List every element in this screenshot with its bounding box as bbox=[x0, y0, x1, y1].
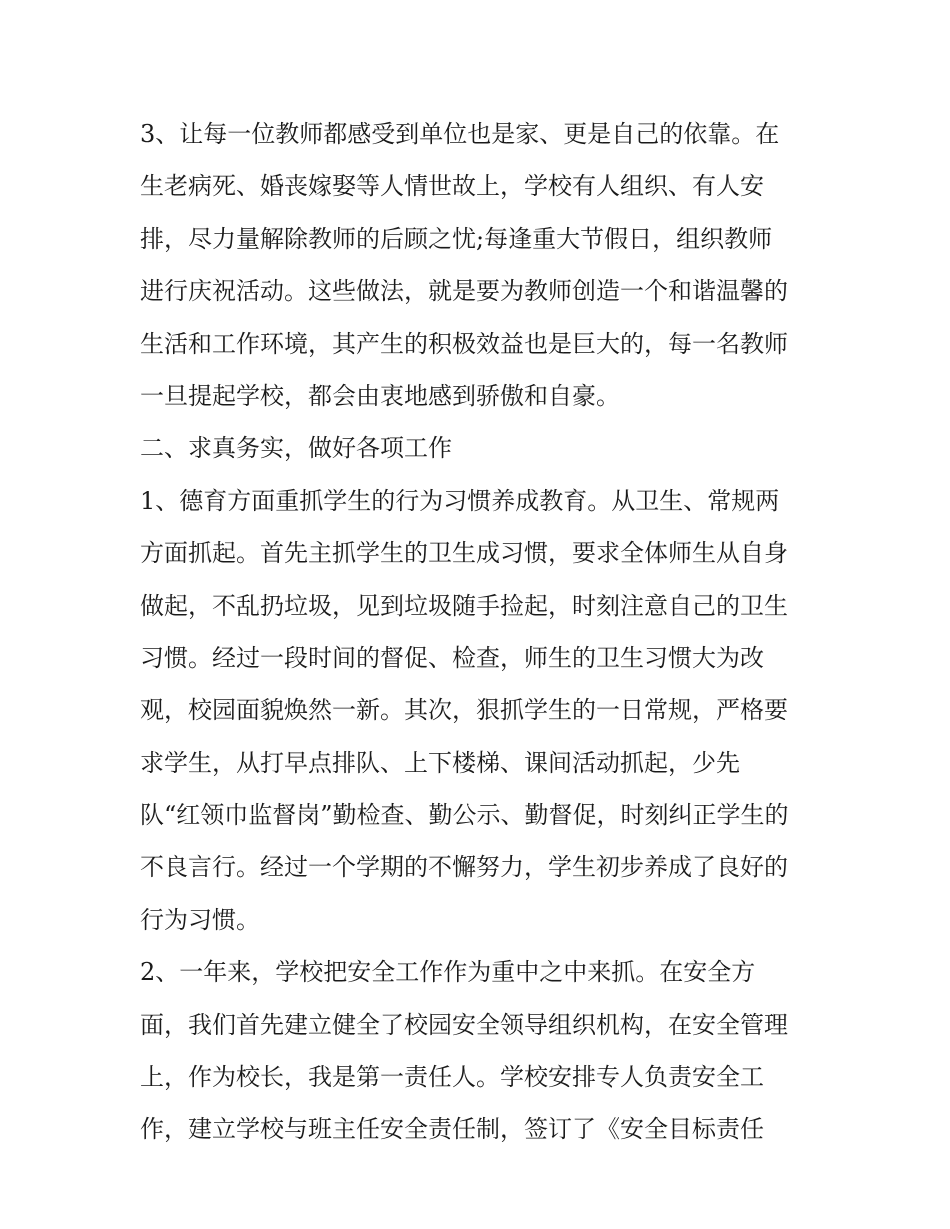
text-line: 1、德育方面重抓学生的行为习惯养成教育。从卫生、常规两 bbox=[140, 486, 780, 515]
text-line: 方面抓起。首先主抓学生的卫生成习惯，要求全体师生从自身 bbox=[140, 539, 788, 568]
text-line: 作，建立学校与班主任安全责任制，签订了《安全目标责任 bbox=[140, 1115, 764, 1144]
text-line: 生老病死、婚丧嫁娶等人情世故上，学校有人组织、有人安 bbox=[140, 172, 764, 201]
text-line: 生活和工作环境，其产生的积极效益也是巨大的，每一名教师 bbox=[140, 329, 788, 358]
text-line: 2、一年来，学校把安全工作作为重中之中来抓。在安全方 bbox=[140, 958, 756, 987]
text-line: 进行庆祝活动。这些做法，就是要为教师创造一个和谐温馨的 bbox=[140, 277, 788, 306]
text-line: 不良言行。经过一个学期的不懈努力，学生初步养成了良好的 bbox=[140, 853, 788, 882]
text-line: 做起，不乱扔垃圾，见到垃圾随手捡起，时刻注意自己的卫生 bbox=[140, 591, 788, 620]
text-line: 观，校园面貌焕然一新。其次，狠抓学生的一日常规，严格要 bbox=[140, 696, 788, 725]
text-line: 上，作为校长，我是第一责任人。学校安排专人负责安全工 bbox=[140, 1063, 764, 1092]
text-line: 一旦提起学校，都会由衷地感到骄傲和自豪。 bbox=[140, 381, 620, 410]
text-line: 行为习惯。 bbox=[140, 905, 260, 934]
text-line: 队“红领巾监督岗”勤检查、勤公示、勤督促，时刻纠正学生的 bbox=[140, 801, 789, 830]
document-body bbox=[140, 108, 820, 1156]
text-line: 排，尽力量解除教师的后顾之忧;每逢重大节假日，组织教师 bbox=[140, 224, 773, 253]
text-line: 面，我们首先建立健全了校园安全领导组织机构，在安全管理 bbox=[140, 1010, 788, 1039]
section-heading: 二、求真务实，做好各项工作 bbox=[140, 434, 452, 463]
text-line: 习惯。经过一段时间的督促、检查，师生的卫生习惯大为改 bbox=[140, 643, 764, 672]
text-line: 求学生，从打早点排队、上下楼梯、课间活动抓起，少先 bbox=[140, 748, 740, 777]
text-line: 3、让每一位教师都感受到单位也是家、更是自己的依靠。在 bbox=[140, 120, 780, 148]
